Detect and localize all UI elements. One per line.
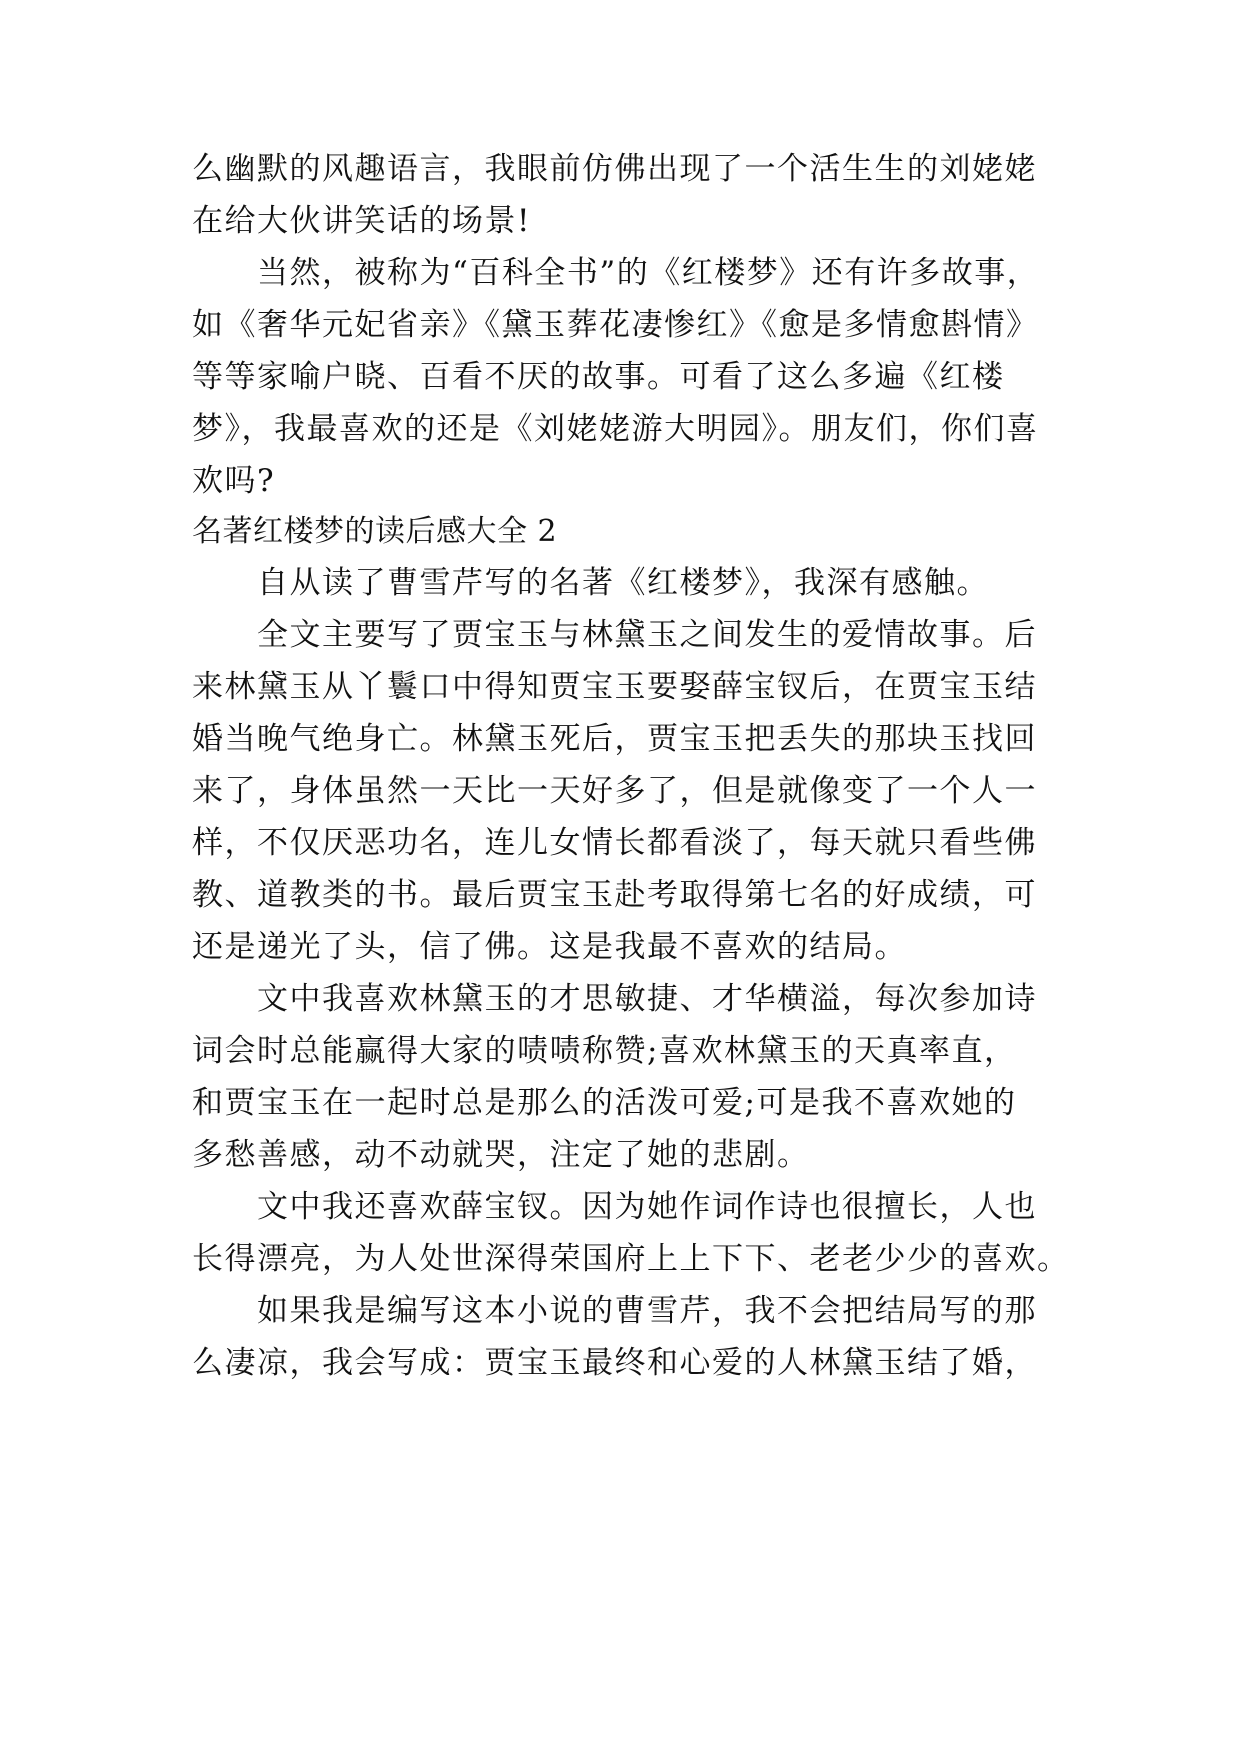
text-line: 教、道教类的书。最后贾宝玉赴考取得第七名的好成绩，可 xyxy=(192,877,1037,913)
text-line: 多愁善感，动不动就哭，注定了她的悲剧。 xyxy=(192,1137,810,1173)
text-line: 梦》，我最喜欢的还是《刘姥姥游大明园》。朋友们，你们喜 xyxy=(192,411,1039,447)
text-line: 在给大伙讲笑话的场景! xyxy=(192,203,531,239)
text-line: 如《奢华元妃省亲》《黛玉葬花凄惨红》《愈是多情愈斟情》 xyxy=(192,307,1039,343)
text-line: 长得漂亮，为人处世深得荣国府上上下下、老老少少的喜欢。 xyxy=(192,1241,1070,1277)
text-line: 如果我是编写这本小说的曹雪芹，我不会把结局写的那 xyxy=(192,1293,1037,1329)
text-line: 么幽默的风趣语言，我眼前仿佛出现了一个活生生的刘姥姥 xyxy=(192,151,1037,187)
text-line: 文中我还喜欢薛宝钗。因为她作词作诗也很擅长，人也 xyxy=(192,1189,1037,1225)
text-line: 自从读了曹雪芹写的名著《红楼梦》，我深有感触。 xyxy=(192,565,989,601)
text-line: 文中我喜欢林黛玉的才思敏捷、才华横溢，每次参加诗 xyxy=(192,981,1037,1017)
text-line: 么凄凉，我会写成：贾宝玉最终和心爱的人林黛玉结了婚， xyxy=(192,1345,1037,1381)
text-line: 样，不仅厌恶功名，连儿女情长都看淡了，每天就只看些佛 xyxy=(192,825,1037,861)
text-line: 和贾宝玉在一起时总是那么的活泼可爱;可是我不喜欢她的 xyxy=(192,1085,1017,1121)
text-line: 欢吗? xyxy=(192,463,276,499)
text-line: 来了，身体虽然一天比一天好多了，但是就像变了一个人一 xyxy=(192,773,1037,809)
text-line: 词会时总能赢得大家的啧啧称赞;喜欢林黛玉的天真率直， xyxy=(192,1033,1017,1069)
text-line: 婚当晚气绝身亡。林黛玉死后，贾宝玉把丢失的那块玉找回 xyxy=(192,721,1037,757)
text-line: 当然，被称为“百科全书”的《红楼梦》还有许多故事， xyxy=(192,255,1040,291)
text-line: 等等家喻户晓、百看不厌的故事。可看了这么多遍《红楼 xyxy=(192,359,1005,395)
section-heading: 名著红楼梦的读后感大全 2 xyxy=(192,514,558,549)
text-line: 来林黛玉从丫鬟口中得知贾宝玉要娶薛宝钗后，在贾宝玉结 xyxy=(192,669,1037,705)
text-line: 全文主要写了贾宝玉与林黛玉之间发生的爱情故事。后 xyxy=(192,617,1037,653)
text-line: 还是递光了头，信了佛。这是我最不喜欢的结局。 xyxy=(192,929,907,965)
